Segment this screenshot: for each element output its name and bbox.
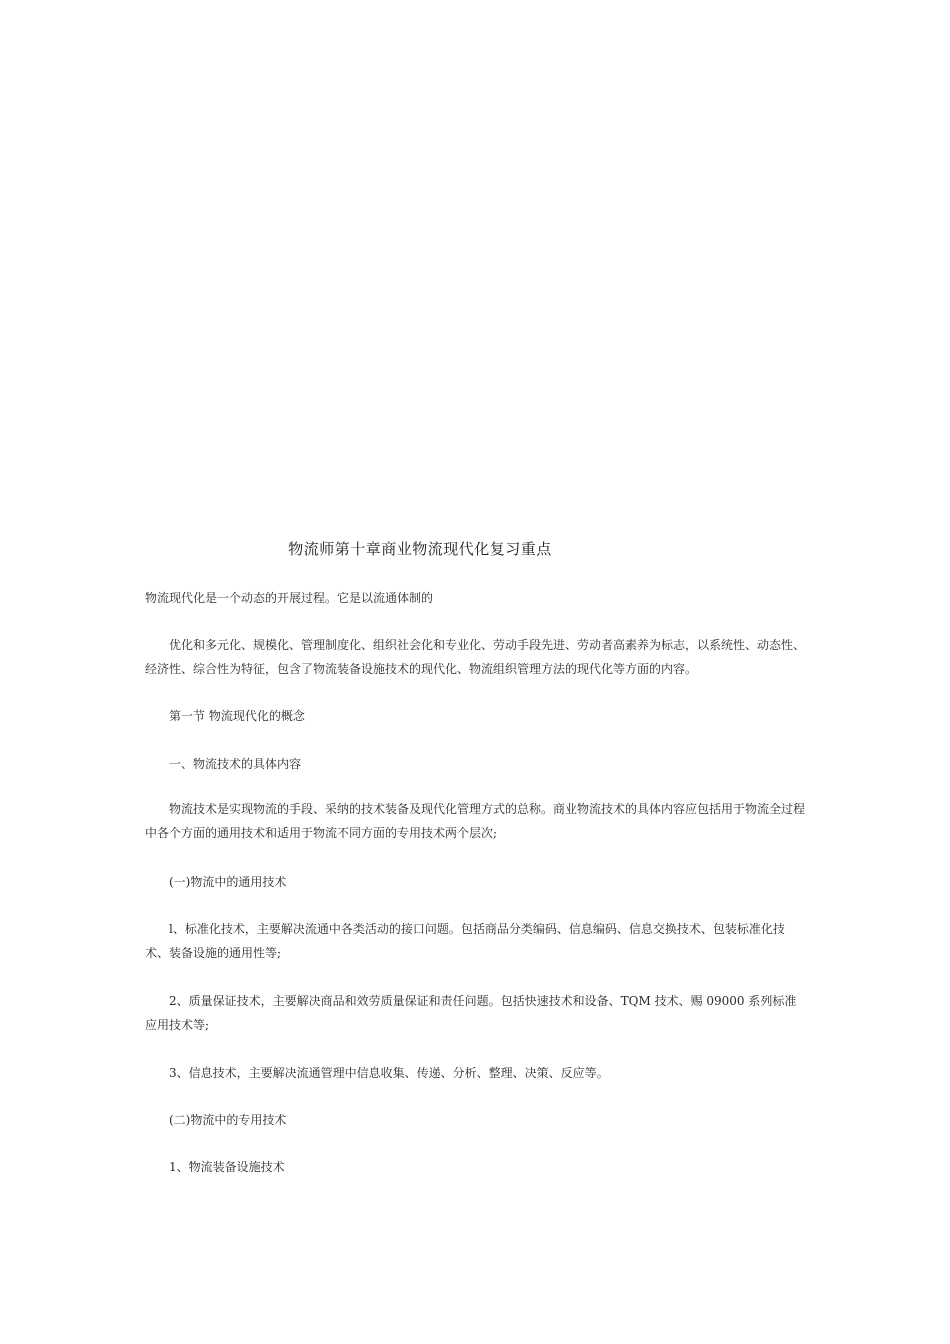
- paragraph-intro: 物流现代化是一个动态的开展过程。它是以流通体制的: [145, 591, 434, 605]
- paragraph-standardization: l、标准化技术，主要解决流通中各类活动的接口问题。包括商品分类编码、信息编码、信息交换技术、包装标准化技术、装备设施的通用性等;: [145, 922, 785, 960]
- paragraph-information-tech: 3、信息技术，主要解决流通管理中信息收集、传递、分析、整理、决策、反应等。: [169, 1066, 609, 1080]
- paragraph-equipment-tech: 1、物流装备设施技术: [169, 1160, 285, 1174]
- subsection-heading-1: 一、物流技术的具体内容: [169, 757, 302, 771]
- paragraph-logistics-technology: 物流技术是实现物流的手段、采纳的技术装备及现代化管理方式的总称。商业物流技术的具体内容应包括用于物流全过程中各个方面的通用技术和适用于物流不同方面的专用技术两个层次;: [145, 802, 806, 840]
- paragraph-quality-assurance: 2、质量保证技术，主要解决商品和效劳质量保证和责任问题。包括快速技术和设备、TQM 技术、赐 09000 系列标准应用技术等;: [145, 994, 797, 1032]
- subsection-heading-general-tech: (一)物流中的通用技术: [169, 875, 287, 889]
- document-title: 物流师第十章商业物流现代化复习重点: [288, 540, 552, 558]
- subsection-heading-special-tech: (二)物流中的专用技术: [169, 1113, 287, 1127]
- paragraph-modernization-features: 优化和多元化、规模化、管理制度化、组织社会化和专业化、劳动手段先进、劳动者高素养为标志，以系统性、动态性、经济性、综合性为特征，包含了物流装备设施技术的现代化、物流组织管理方法的现代化等方面的内容。: [145, 638, 806, 676]
- section-heading-1: 第一节 物流现代化的概念: [169, 709, 305, 723]
